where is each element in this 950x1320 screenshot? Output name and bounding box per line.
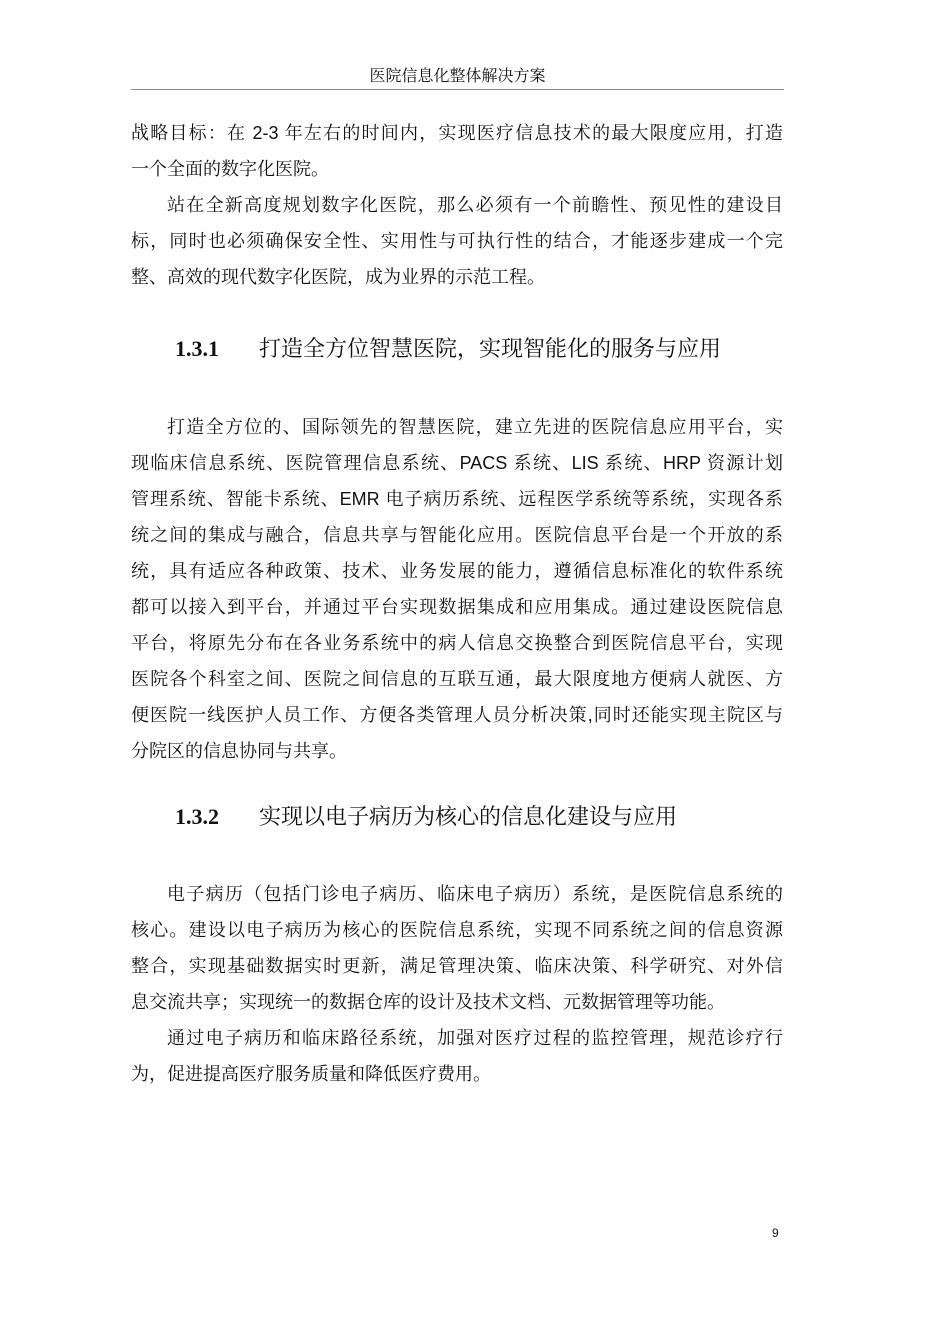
paragraph: [131, 187, 783, 295]
paragraph: [131, 409, 783, 769]
text-line: 战略目标：在 2-3 年左右的时间内，实现医疗信息技术的最大限度应用，打造: [131, 123, 783, 143]
section-title: 实现以电子病历为核心的信息化建设与应用: [259, 804, 678, 829]
text-line: 医院各个科室之间、医院之间信息的互联互通，最大限度地方便病人就医、方: [131, 669, 783, 689]
page-number: 9: [772, 1226, 779, 1240]
text-line: 息交流共享；实现统一的数据仓库的设计及技术文档、元数据管理等功能。: [131, 992, 725, 1012]
section-1-3-2-body: [131, 876, 783, 1092]
text-line: 一个全面的数字化医院。: [131, 159, 329, 179]
text-line: 整合，实现基础数据实时更新，满足管理决策、临床决策、科学研究、对外信: [131, 956, 783, 976]
paragraph: [131, 115, 783, 187]
text-line: 统，具有适应各种政策、技术、业务发展的能力，遵循信息标准化的软件系统: [131, 561, 783, 581]
section-number: 1.3.2: [175, 804, 219, 829]
text-line: 整、高效的现代数字化医院，成为业界的示范工程。: [131, 267, 545, 287]
header-rule: [131, 89, 784, 90]
paragraph: [131, 1020, 783, 1092]
text-line: 站在全新高度规划数字化医院，那么必须有一个前瞻性、预见性的建设目: [167, 195, 783, 215]
section-title: 打造全方位智慧医院，实现智能化的服务与应用: [259, 336, 722, 361]
text-line: 都可以接入到平台，并通过平台实现数据集成和应用集成。通过建设医院信息: [131, 597, 783, 617]
text-line: 分院区的信息协同与共享。: [131, 741, 347, 761]
text-line: 核心。建设以电子病历为核心的医院信息系统，实现不同系统之间的信息资源: [131, 920, 783, 940]
text-line: 平台，将原先分布在各业务系统中的病人信息交换整合到医院信息平台，实现: [131, 633, 783, 653]
text-line: 管理系统、智能卡系统、EMR 电子病历系统、远程医学系统等系统，实现各系: [131, 489, 783, 509]
text-line: 标，同时也必须确保安全性、实用性与可执行性的结合，才能逐步建成一个完: [131, 231, 783, 251]
text-line: 通过电子病历和临床路径系统，加强对医疗过程的监控管理，规范诊疗行: [167, 1028, 783, 1048]
paragraph: [131, 876, 783, 1020]
section-heading-1-3-1: [175, 334, 721, 364]
text-line: 现临床信息系统、医院管理信息系统、PACS 系统、LIS 系统、HRP 资源计划: [131, 453, 783, 473]
section-number: 1.3.1: [175, 336, 219, 361]
text-line: 便医院一线医护人员工作、方便各类管理人员分析决策,同时还能实现主院区与: [131, 705, 783, 725]
text-line: 电子病历（包括门诊电子病历、临床电子病历）系统，是医院信息系统的: [167, 884, 783, 904]
running-header: 医院信息化整体解决方案: [369, 68, 546, 85]
text-line: 打造全方位的、国际领先的智慧医院，建立先进的医院信息应用平台，实: [167, 417, 783, 437]
section-heading-1-3-2: [175, 802, 677, 832]
text-line: 为，促进提高医疗服务质量和降低医疗费用。: [131, 1064, 491, 1084]
text-line: 统之间的集成与融合，信息共享与智能化应用。医院信息平台是一个开放的系: [131, 525, 783, 545]
section-1-3-1-body: [131, 409, 783, 769]
intro-section: [131, 115, 783, 295]
